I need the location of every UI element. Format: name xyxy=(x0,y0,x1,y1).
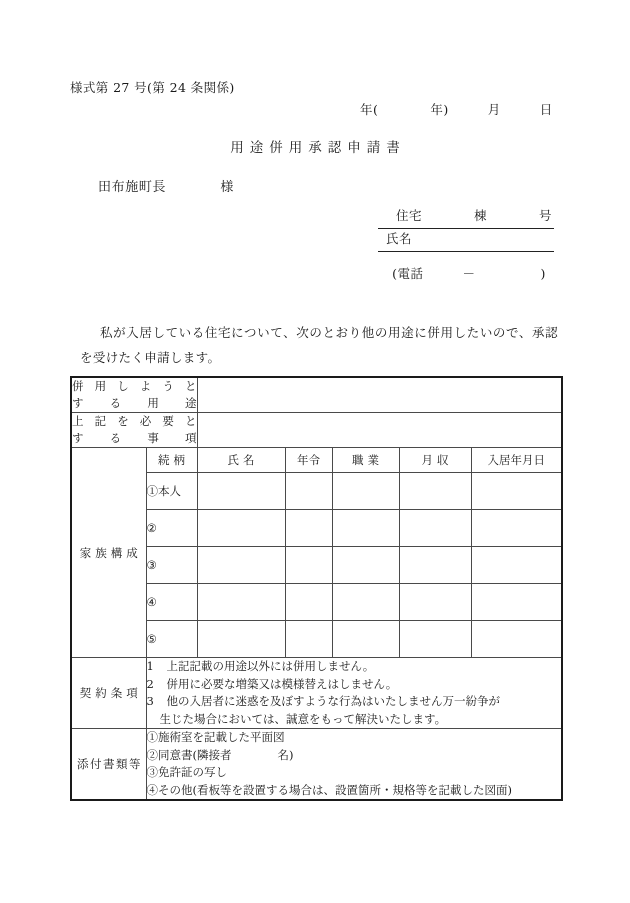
family-header-movein-date: 入居年月日 xyxy=(471,448,562,473)
purpose-input-cell[interactable] xyxy=(197,377,562,413)
family-label-cell xyxy=(71,448,146,658)
family-header-name: 氏名 xyxy=(197,448,285,473)
contract-clause-2: 2 併用に必要な増築又は模様替えはしません。 xyxy=(146,676,398,691)
family-occupation-4[interactable] xyxy=(332,584,399,621)
family-income-3[interactable] xyxy=(399,547,471,584)
family-occupation-5[interactable] xyxy=(332,621,399,658)
family-kinship-3[interactable]: ③ xyxy=(146,547,197,584)
family-movein-3[interactable] xyxy=(471,547,562,584)
contract-clause-3-cont: 生じた場合においては、誠意をもって解決いたします。 xyxy=(159,711,447,726)
attachment-label-cell xyxy=(71,729,146,801)
attachment-label: 添付書類等 xyxy=(77,757,142,771)
table-row-reason xyxy=(71,413,562,448)
family-name-2[interactable] xyxy=(197,510,285,547)
reason-label-line2: する事項 xyxy=(72,431,197,445)
reason-label xyxy=(71,413,197,448)
family-movein-4[interactable] xyxy=(471,584,562,621)
form-number: 様式第 27 号(第 24 条関係) xyxy=(70,80,235,95)
reason-input-cell[interactable] xyxy=(197,413,562,448)
table-row-attachments xyxy=(71,729,562,801)
family-occupation-3[interactable] xyxy=(332,547,399,584)
applicant-block xyxy=(378,206,554,286)
table-row-family-header xyxy=(71,448,562,473)
family-name-4[interactable] xyxy=(197,584,285,621)
family-age-5[interactable] xyxy=(285,621,332,658)
date-line: 年( 年) 月 日 xyxy=(360,102,553,117)
family-occupation-2[interactable] xyxy=(332,510,399,547)
contract-clauses-cell xyxy=(146,658,562,729)
family-movein-2[interactable] xyxy=(471,510,562,547)
reason-label-line1: 上記を必要と xyxy=(72,414,197,428)
family-income-1[interactable] xyxy=(399,473,471,510)
purpose-label xyxy=(71,377,197,413)
family-header-age: 年令 xyxy=(285,448,332,473)
family-occupation-1[interactable] xyxy=(332,473,399,510)
contract-clause-1: 1 上記記載の用途以外には併用しません。 xyxy=(146,659,375,673)
document-title: 用途併用承認申請書 xyxy=(230,140,406,156)
attachment-items-cell xyxy=(146,729,562,801)
contract-label-cell xyxy=(71,658,146,729)
attachment-item-1: ①施術室を記載した平面図 xyxy=(146,730,285,744)
attachment-item-3: ③免許証の写し xyxy=(146,765,227,779)
family-name-3[interactable] xyxy=(197,547,285,584)
family-name-5[interactable] xyxy=(197,621,285,658)
family-kinship-1[interactable]: ①本人 xyxy=(146,473,197,510)
applicant-telephone-line[interactable]: (電話 － ) xyxy=(392,266,546,281)
attachment-item-4: ④その他(看板等を設置する場合は、設置箇所・規格等を記載した図面) xyxy=(146,782,512,797)
family-header-income: 月収 xyxy=(399,448,471,473)
applicant-name-line[interactable]: 氏名 xyxy=(378,229,554,252)
family-income-5[interactable] xyxy=(399,621,471,658)
family-header-occupation: 職業 xyxy=(332,448,399,473)
family-income-2[interactable] xyxy=(399,510,471,547)
family-age-4[interactable] xyxy=(285,584,332,621)
body-paragraph: 私が入居している住宅について、次のとおり他の用途に併用したいので、承認を受けたく申請します。 xyxy=(80,325,558,365)
application-table xyxy=(70,376,563,801)
family-age-3[interactable] xyxy=(285,547,332,584)
purpose-label-line1: 併用しようと xyxy=(72,379,197,393)
contract-clause-3: 3 他の入居者に迷惑を及ぼすような行為はいたしません万一紛争が xyxy=(146,694,500,708)
family-kinship-4[interactable]: ④ xyxy=(146,584,197,621)
family-age-2[interactable] xyxy=(285,510,332,547)
purpose-label-line2: する用途 xyxy=(72,396,197,410)
family-kinship-2[interactable]: ② xyxy=(146,510,197,547)
table-row-contract xyxy=(71,658,562,729)
table-row-purpose xyxy=(71,377,562,413)
family-age-1[interactable] xyxy=(285,473,332,510)
applicant-housing-line[interactable]: 住宅 棟 号 xyxy=(378,206,554,229)
family-label: 家族構成 xyxy=(79,545,142,560)
family-name-1[interactable] xyxy=(197,473,285,510)
contract-label: 契約条項 xyxy=(79,686,142,700)
family-header-kinship: 続柄 xyxy=(146,448,197,473)
family-movein-5[interactable] xyxy=(471,621,562,658)
attachment-item-2: ②同意書(隣接者 名) xyxy=(146,747,294,762)
family-income-4[interactable] xyxy=(399,584,471,621)
addressee-line: 田布施町長 様 xyxy=(98,180,235,195)
family-movein-1[interactable] xyxy=(471,473,562,510)
family-kinship-5[interactable]: ⑤ xyxy=(146,621,197,658)
